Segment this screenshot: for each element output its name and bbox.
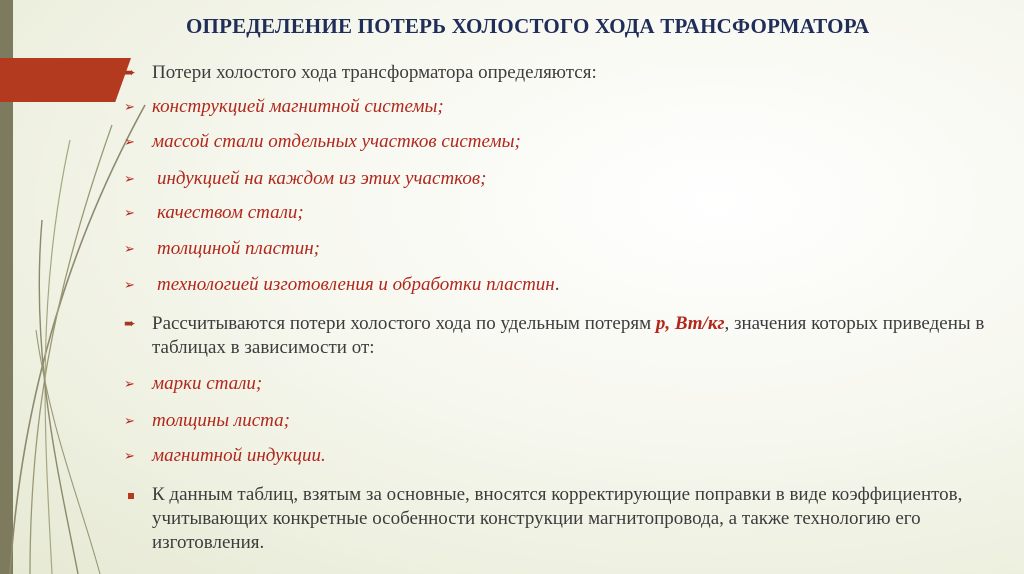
- factor-text: конструкцией магнитной системы;: [152, 96, 444, 117]
- factor-text: толщиной пластин;: [157, 238, 320, 259]
- factor-text: качеством стали;: [157, 202, 304, 223]
- accent-tab: [0, 58, 131, 102]
- factor-item: [124, 273, 1004, 297]
- param-text: марки стали;: [152, 373, 263, 394]
- factor-item: [124, 167, 1004, 191]
- chevron-right-icon: ➢: [124, 277, 135, 293]
- factor-line: [157, 273, 1004, 297]
- param-text: толщины листа;: [152, 410, 290, 431]
- calc-item: [124, 312, 1004, 360]
- right-arrow-icon: ➨: [124, 65, 136, 81]
- chevron-right-icon: ➢: [124, 171, 135, 187]
- chevron-right-icon: ➢: [124, 205, 135, 221]
- factor-item: [124, 95, 1004, 119]
- factor-item: [124, 130, 1004, 154]
- chevron-right-icon: ➢: [124, 99, 135, 115]
- factor-text: индукцией на каждом из этих участков;: [157, 168, 487, 189]
- param-item: [124, 444, 1004, 468]
- factor-text: массой стали отдельных участков системы;: [152, 131, 521, 152]
- specific-loss-unit: р, Вт/кг: [655, 313, 725, 334]
- chevron-right-icon: ➢: [124, 413, 135, 429]
- calc-text-end: , значения которых приведены в таблицах в зависимости от:: [152, 313, 985, 358]
- chevron-right-icon: ➢: [124, 448, 135, 464]
- factor-text: технологией изготовления и обработки пластин: [157, 274, 555, 295]
- square-bullet-icon: [124, 483, 146, 507]
- factor-item: [124, 237, 1004, 261]
- param-item: [124, 409, 1004, 433]
- factor-tail: .: [554, 274, 560, 295]
- chevron-right-icon: ➢: [124, 376, 135, 392]
- param-text: магнитной индукции.: [152, 445, 326, 466]
- calc-text-start: Рассчитываются потери холостого хода по удельным потерям: [152, 313, 656, 334]
- param-item: [124, 372, 1004, 396]
- chevron-right-icon: ➢: [124, 241, 135, 257]
- slide-title: ОПРЕДЕЛЕНИЕ ПОТЕРЬ ХОЛОСТОГО ХОДА ТРАНСФОРМАТОРА: [186, 14, 870, 38]
- calc-text: [152, 312, 1004, 360]
- note-item: [124, 483, 1004, 555]
- chevron-right-icon: ➢: [124, 134, 135, 150]
- right-arrow-icon: ➨: [124, 316, 136, 332]
- intro-item: [124, 61, 1004, 85]
- note-text: К данным таблиц, взятым за основные, вносятся корректирующие поправки в виде коэффициентов, учитывающих конкретные особенности конструкции магнитопровода, а также технологию его изготовления.: [152, 484, 963, 553]
- factor-item: [124, 201, 1004, 225]
- intro-text: Потери холостого хода трансформатора определяются:: [152, 62, 597, 83]
